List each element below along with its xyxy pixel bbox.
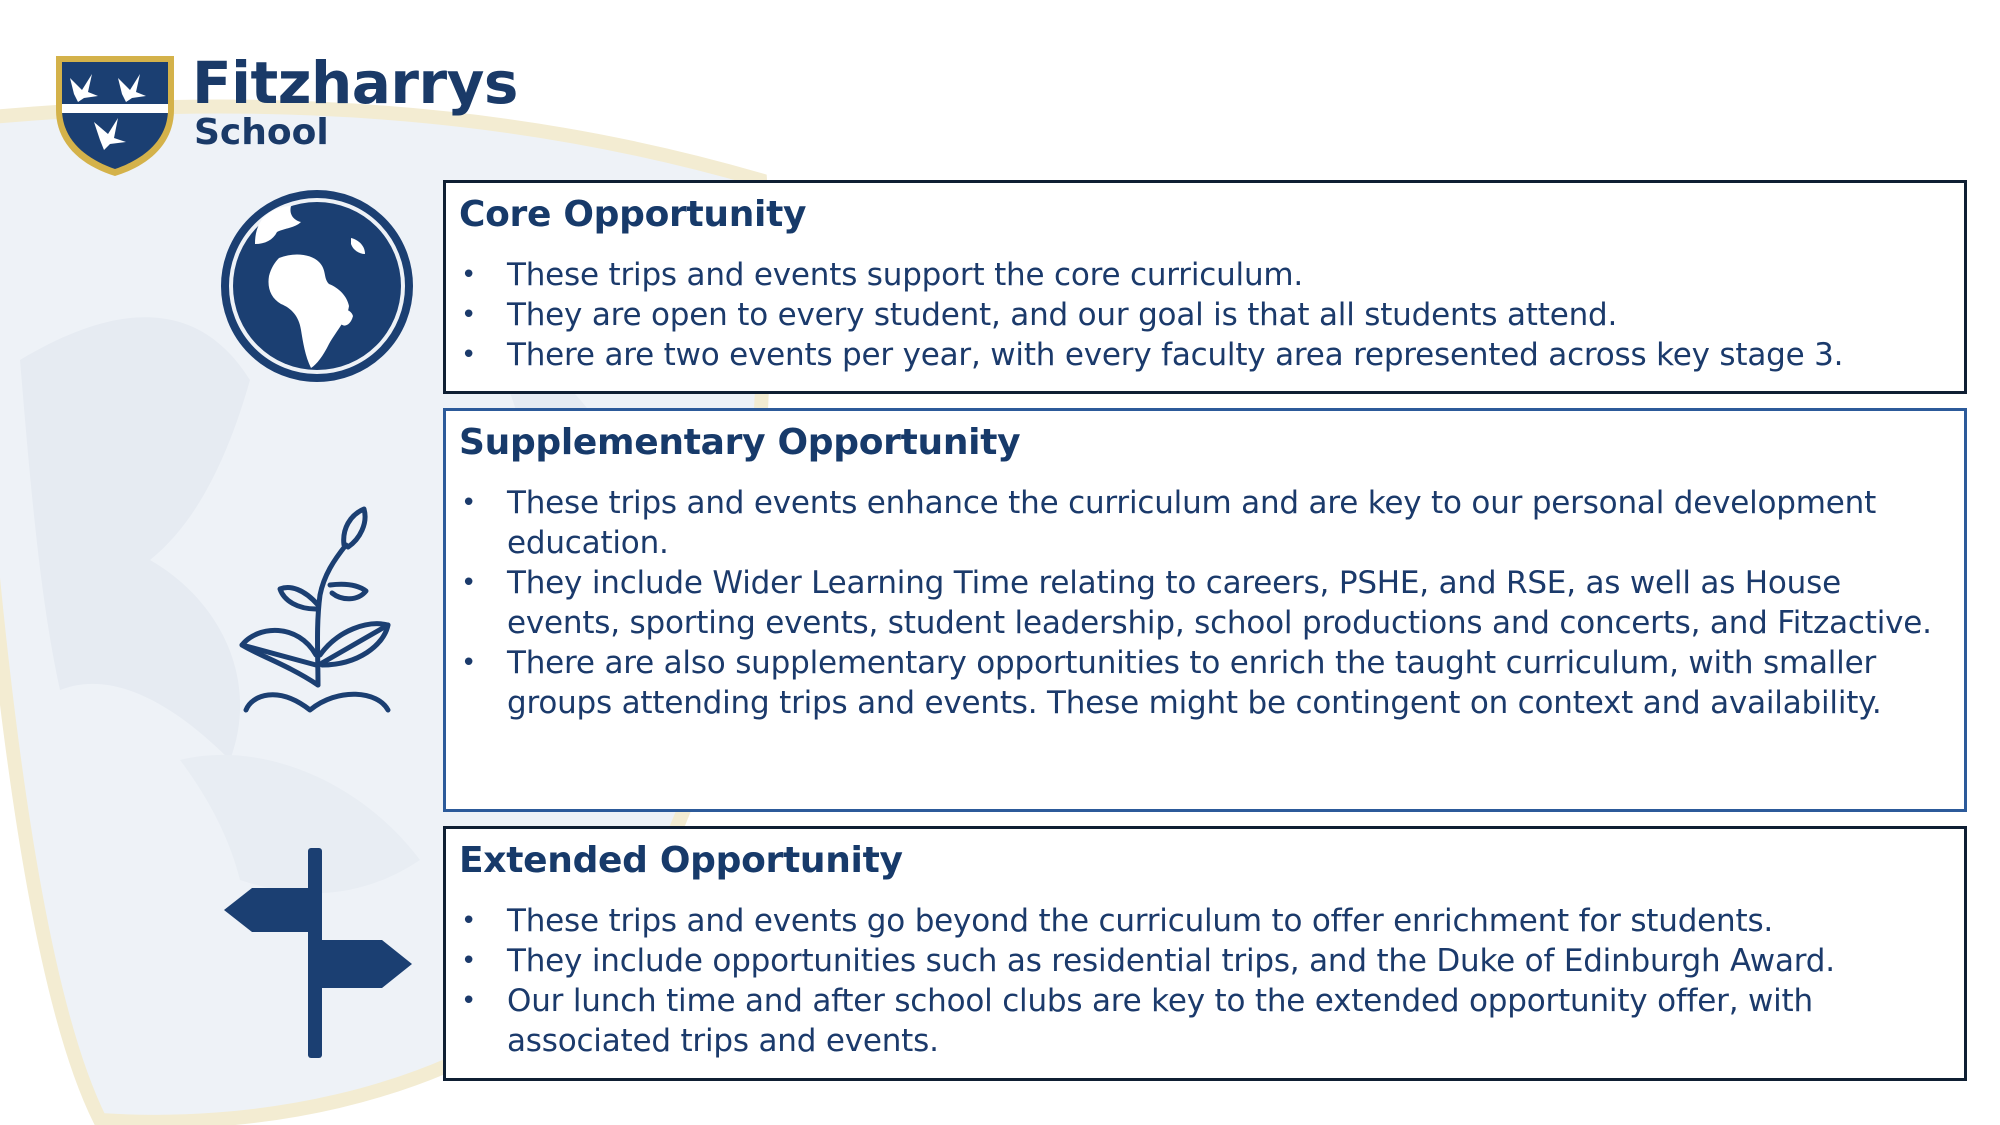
school-logo (52, 49, 518, 178)
extended-opportunity-list (459, 901, 1952, 1061)
bullet-icon: • (461, 648, 477, 678)
list-item: • Our lunch time and after school clubs are key to the extended opportunity offer, with associated trips and events. (461, 983, 1813, 1059)
bullet-icon: • (461, 568, 477, 598)
core-opportunity-list (459, 255, 1952, 375)
list-item: • There are also supplementary opportunities to enrich the taught curriculum, with smaller groups attending trips and events. These might be contingent on context and availability. (461, 645, 1882, 721)
extended-opportunity-title: Extended Opportunity (459, 840, 903, 881)
core-opportunity-title: Core Opportunity (459, 194, 807, 235)
school-subtitle: School (194, 112, 329, 153)
list-item: • These trips and events go beyond the curriculum to offer enrichment for students. (461, 903, 1774, 939)
supplementary-opportunity-panel (443, 408, 1967, 812)
list-item: • There are two events per year, with every faculty area represented across key stage 3. (461, 337, 1844, 373)
school-crest-icon (52, 52, 178, 178)
school-name: Fitzharrys (192, 49, 518, 117)
signpost-icon (224, 848, 412, 1058)
list-item: • They include opportunities such as residential trips, and the Duke of Edinburgh Award. (461, 943, 1835, 979)
list-item: • These trips and events enhance the curriculum and are key to our personal development education. (461, 485, 1877, 561)
globe-icon (219, 188, 415, 384)
supplementary-opportunity-title: Supplementary Opportunity (459, 422, 1021, 463)
bullet-icon: • (461, 946, 477, 976)
bullet-icon: • (461, 986, 477, 1016)
core-opportunity-panel (443, 180, 1967, 394)
plant-sprout-icon (238, 505, 398, 720)
bullet-icon: • (461, 340, 477, 370)
bullet-icon: • (461, 488, 477, 518)
supplementary-opportunity-list (459, 483, 1952, 723)
list-item: • They include Wider Learning Time relating to careers, PSHE, and RSE, as well as House events, sporting events, student leadership, school productions and concerts, and Fitzactive. (461, 565, 1932, 641)
list-item: • They are open to every student, and our goal is that all students attend. (461, 297, 1618, 333)
bullet-icon: • (461, 300, 477, 330)
bullet-icon: • (461, 260, 477, 290)
list-item: • These trips and events support the core curriculum. (461, 257, 1304, 293)
bullet-icon: • (461, 906, 477, 936)
extended-opportunity-panel (443, 826, 1967, 1081)
